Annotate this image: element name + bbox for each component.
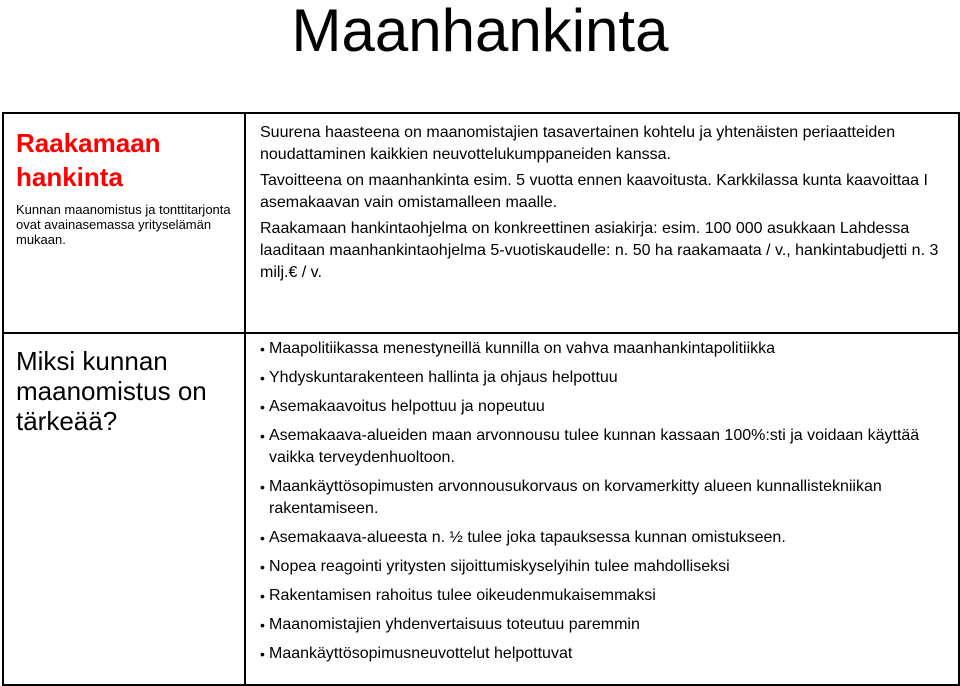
list-item xyxy=(260,425,950,469)
list-item xyxy=(260,643,950,665)
list-item xyxy=(260,614,950,636)
paragraph: Suurena haasteena on maanomistajien tasavertainen kohtelu ja yhtenäisten periaatteiden noudattaminen kaikkien neuvottelukumppaneiden kanssa. xyxy=(260,124,896,163)
page-title: Maanhankinta xyxy=(291,0,669,64)
list-item-text: Maanomistajien yhdenvertaisuus toteutuu paremmin xyxy=(269,616,640,633)
bullet-icon: • xyxy=(260,530,265,546)
list-item-text: Maapolitiikassa menestyneillä kunnilla on vahva maanhankintapolitiikka xyxy=(269,340,776,357)
list-item-text: Asemakaava-alueiden maan arvonnousu tulee kunnan kassaan 100%:sti ja voidaan käyttää vaikka terveydenhuoltoon. xyxy=(269,427,920,466)
section-row-why-ownership xyxy=(3,333,959,685)
section-heading: Raakamaan hankinta xyxy=(16,128,161,192)
list-item-text: Maankäyttösopimusneuvottelut helpottuvat xyxy=(269,645,573,662)
bullet-icon: • xyxy=(260,559,265,575)
list-item xyxy=(260,476,950,520)
list-item xyxy=(260,396,950,418)
paragraph: Tavoitteena on maanhankinta esim. 5 vuotta ennen kaavoitusta. Karkkilassa kunta kaavoittaa I asemakaavan vain omistamalleen maalle. xyxy=(260,172,928,211)
section-note: Kunnan maanomistus ja tonttitarjonta ovat avainasemassa yrityselämän mukaan. xyxy=(16,202,231,247)
list-item xyxy=(260,585,950,607)
list-item xyxy=(260,338,950,360)
bullet-icon: • xyxy=(260,479,265,495)
paragraph: Raakamaan hankintaohjelma on konkreettinen asiakirja: esim. 100 000 asukkaan Lahdessa laaditaan maanhankintaohjelma 5-vuotiskaudelle: n. 50 ha raakamaata / v., hankintabudjetti n. 3 milj.€ / v. xyxy=(260,220,939,281)
section-label-cell xyxy=(3,113,245,333)
list-item-text: Asemakaava-alueesta n. ½ tulee joka tapauksessa kunnan omistukseen. xyxy=(269,529,786,546)
bullet-list xyxy=(245,333,959,685)
bullet-icon: • xyxy=(260,617,265,633)
list-item xyxy=(260,527,950,549)
section-content-cell xyxy=(245,113,959,333)
bullet-icon: • xyxy=(260,588,265,604)
list-item-text: Maankäyttösopimusten arvonnousukorvaus on korvamerkitty alueen kunnallistekniikan rakentamiseen. xyxy=(269,478,882,517)
bullet-icon: • xyxy=(260,428,265,444)
list-item-text: Nopea reagointi yritysten sijoittumiskyselyihin tulee mahdolliseksi xyxy=(269,558,730,575)
list-item-text: Rakentamisen rahoitus tulee oikeudenmukaisemmaksi xyxy=(269,587,656,604)
list-item-text: Asemakaavoitus helpottuu ja nopeutuu xyxy=(269,398,545,415)
bullet-icon: • xyxy=(260,399,265,415)
section-row-raw-land xyxy=(3,113,959,333)
bullet-icon: • xyxy=(260,646,265,662)
list-item xyxy=(260,367,950,389)
list-item-text: Yhdyskuntarakenteen hallinta ja ohjaus helpottuu xyxy=(269,369,618,386)
bullet-icon: • xyxy=(260,370,265,386)
list-item xyxy=(260,556,950,578)
bullet-icon: • xyxy=(260,341,265,357)
section-heading: Miksi kunnan maanomistus on tärkeää? xyxy=(16,346,207,436)
section-label-cell xyxy=(3,333,245,685)
content-table xyxy=(2,112,960,686)
